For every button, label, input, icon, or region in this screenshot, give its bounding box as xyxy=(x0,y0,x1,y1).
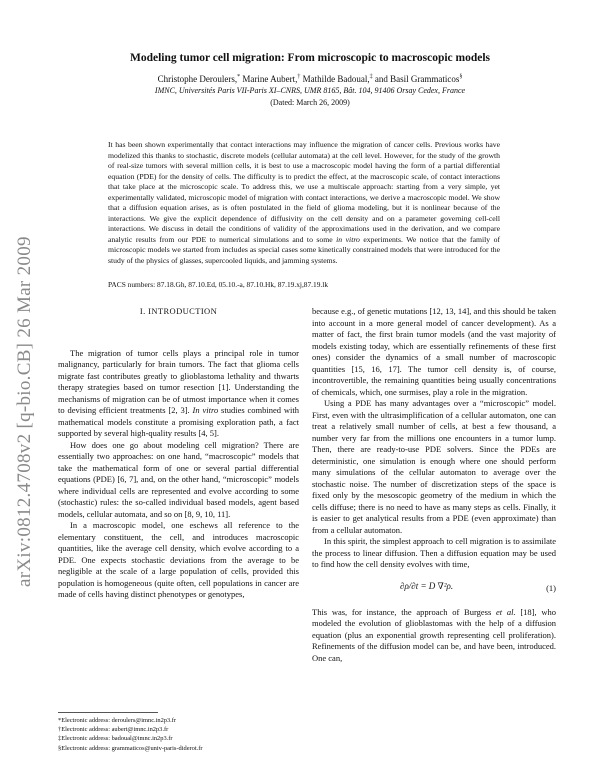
author-4: and Basil Grammaticos xyxy=(372,74,460,84)
footnote-email: ‡Electronic address: badoual@imnc.in2p3.fr xyxy=(58,735,173,743)
left-column xyxy=(58,306,299,601)
equation-body: ∂ρ/∂t = D ∇²ρ. xyxy=(400,580,454,591)
equation-1 xyxy=(312,577,556,599)
arxiv-sidebar xyxy=(14,12,34,612)
paragraph: In a macroscopic model, one eschews all reference to the elementary constituent, the cell, and introduces macroscopic quantities, like the average cell density, which evolve according to a PDE. One expects stochastic deviations from the average to be negligible at the scale of a large population of cells, provided this population is homogeneous (quite often, cell populations in cancer are made of cells having distinct phenotypes or genotypes, xyxy=(58,520,299,599)
author-list xyxy=(60,74,560,84)
abstract-in-vitro: in vitro xyxy=(336,234,360,244)
author-2-mark: † xyxy=(297,74,301,80)
equation-number: (1) xyxy=(546,582,556,593)
date-line: (Dated: March 26, 2009) xyxy=(270,98,350,107)
paragraph-text: studies combined with mathematical models constitute a promising exploration path, a fact supported by several high-quality results [4, 5]. xyxy=(58,405,300,438)
author-4-mark: § xyxy=(459,74,463,80)
author-2: Marine Aubert, xyxy=(240,74,298,84)
right-column xyxy=(312,306,556,664)
paragraph-text: [18], who modeled the evolution of glioblastomas with the help of a diffusion equation (plus an exponential growth representing cell proliferation). Refinements of the diffusion model can be, and have been, introduced. One can, xyxy=(312,606,556,663)
paragraph xyxy=(58,348,299,440)
footnote-email: †Electronic address: aubert@imnc.in2p3.fr xyxy=(58,726,169,734)
author-3-mark: ‡ xyxy=(369,74,373,80)
author-3: Mathilde Badoual, xyxy=(300,74,370,84)
section-heading: I. INTRODUCTION xyxy=(139,306,218,316)
paper-title: Modeling tumor cell migration: From microscopic to macroscopic models xyxy=(129,52,491,64)
paragraph-italic: et al. xyxy=(496,606,516,617)
abstract-text-2: experiments. We notice that the family of microscopic models we started from includes as special cases some kinetically constrained models that were introduced for the study of the physics of glasses, supercooled liquids, and jamming systems. xyxy=(108,234,501,265)
paragraph: Using a PDE has many advantages over a “microscopic” model. First, even with the ultrasimplification of a cellular automaton, one can treat a relatively small number of cells, at best a few thousand, a number very far from the millions one encounters in a tumor lump. Then, there are ready-to-use PDE solvers. Since the PDEs are deterministic, one simulation is enough where one should perform many simulations of the cellular automaton to average over the stochastic noise. The number of discretization steps of the space is fixed only by the mesoscopic geometry of the medium in which the cells diffuse; there is no need to have as many steps as cells. Finally, it is easier to get analytical results from a PDE (even approximate) than from a cellular automaton. xyxy=(312,398,556,535)
paragraph-text: This was, for instance, the approach of Burgess xyxy=(312,606,496,617)
paragraph xyxy=(312,607,556,665)
author-1: Christophe Deroulers, xyxy=(157,74,238,84)
arxiv-identifier: arXiv:0812.4708v2 [q-bio.CB] 26 Mar 2009 xyxy=(14,236,35,587)
paragraph: because e.g., of genetic mutations [12, 13, 14], and this should be taken into account in a more general model of cancer development). As a matter of fact, the first brain tumor models (and the vast majority of models existing today, which are essentially refinements of these first ones) consider the dynamics of a small number of macroscopic quantities [15, 16, 17]. The tumor cell density is, of course, incontrovertible, the remaining quantities being usually concentrations of chemicals, which, one surmises, play a role in the migration. xyxy=(312,306,556,397)
paragraph: How does one go about modeling cell migration? There are essentially two approaches: on one hand, “macroscopic” models that take the mathematical form of one or several partial differential equations (PDE) [6, 7], and, on the other hand, “microscopic” models where individual cells are represented and evolve according to some (stochastic) rules: the so-called individual based models, agent based models, cellular automata, and so on [8, 9, 10, 11]. xyxy=(58,439,299,519)
paragraph: In this spirit, the simplest approach to cell migration is to assimilate the process to linear diffusion. Then a diffusion equation may be used to find how the cell density evolves with time, xyxy=(312,536,556,569)
footnotes xyxy=(58,716,318,753)
abstract xyxy=(108,140,500,266)
abstract-text-1: It has been shown experimentally that contact interactions may influence the migration of cancer cells. Previous works have modelized this thanks to stochastic, discrete models (cellular automata) at the cell level. However, for the study of the growth of real-size tumors with several million cells, it is best to use a macroscopic model having the form of a partial differential equation (PDE) for the density of cells. The difficulty is to predict the effect, at the macroscopic scale, of contact interactions that take place at the microscopic scale. To address this, we use a multiscale approach: starting from a very simple, yet experimentally validated, microscopic model of migration with contact interactions, we derive a macroscopic model. We show that a diffusion equation arises, as is often postulated in the field of glioma modeling, but it is nonlinear because of the interactions. We give the explicit dependence of diffusivity on the cell density and on a parameter governing cell-cell interactions. We discuss in detail the conditions of validity of the approximations used in the derivation, and we compare analytic results from our PDE to numerical simulations and to some xyxy=(108,140,500,244)
affiliation: IMNC, Universités Paris VII-Paris XI–CNRS, UMR 8165, Bât. 104, 91406 Orsay Cedex, France xyxy=(154,86,466,95)
paragraph-text: The migration of tumor cells plays a principal role in tumor malignancy, particularly for brain tumors. The fact that glioma cells migrate fast contributes greatly to glioblastoma lethality and thwarts therapy strategies based on tumor resection [1]. Understanding the mechanisms of migration can be of utmost importance when it comes to devising efficient treatments [2, 3]. xyxy=(58,347,299,415)
pacs-numbers: PACS numbers: 87.18.Gh, 87.10.Ed, 05.10.-a, 87.10.Hk, 87.19.xj,87.19.lk xyxy=(108,280,329,289)
footnote-email: §Electronic address: grammaticos@univ-paris-diderot.fr xyxy=(58,744,203,752)
footnote-email: *Electronic address: deroulers@imnc.in2p3.fr xyxy=(58,717,177,724)
paragraph-italic: In vitro xyxy=(192,405,219,415)
footnote-divider xyxy=(58,712,158,713)
author-1-mark: * xyxy=(237,74,241,80)
